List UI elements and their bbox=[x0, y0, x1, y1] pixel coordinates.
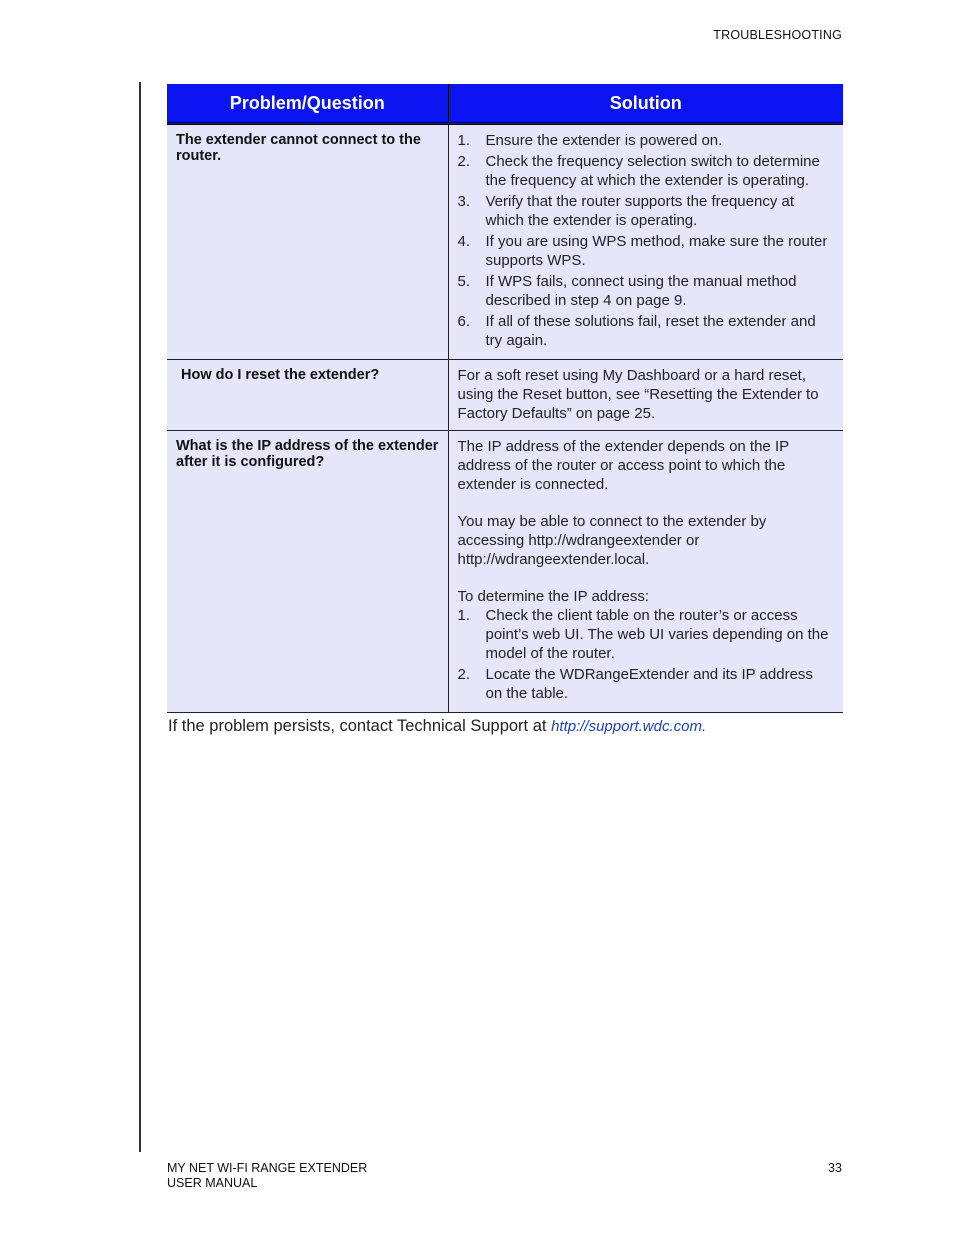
solution-paragraph: To determine the IP address: bbox=[457, 588, 649, 605]
step-number: 3. bbox=[457, 193, 471, 210]
list-item bbox=[458, 232, 832, 270]
troubleshooting-table bbox=[167, 84, 843, 713]
step-number: 1. bbox=[457, 607, 471, 624]
question-cell: How do I reset the extender? bbox=[167, 360, 448, 431]
table-row bbox=[167, 124, 843, 360]
header-solution: Solution bbox=[448, 84, 843, 124]
list-item bbox=[458, 312, 832, 350]
solution-steps bbox=[458, 606, 832, 703]
list-item bbox=[458, 131, 832, 150]
solution-paragraph: The IP address of the extender depends on the IP address of the router or access point to which the extender is connected. bbox=[457, 438, 789, 493]
footer-doc-type: USER MANUAL bbox=[167, 1176, 258, 1190]
step-number: 2. bbox=[457, 666, 471, 683]
footer-title bbox=[167, 1161, 367, 1191]
footer-product-name: MY NET WI-FI RANGE EXTENDER bbox=[167, 1161, 368, 1175]
step-text: Ensure the extender is powered on. bbox=[485, 132, 723, 149]
section-title: TROUBLESHOOTING bbox=[713, 28, 842, 42]
margin-rule bbox=[139, 82, 141, 1152]
step-text: If all of these solutions fail, reset the extender and try again. bbox=[485, 313, 816, 349]
step-number: 5. bbox=[457, 273, 471, 290]
list-item bbox=[458, 272, 832, 310]
solution-cell bbox=[448, 431, 843, 713]
solution-paragraph: You may be able to connect to the extender by accessing http://wdrangeextender or http://wdrangeextender.local. bbox=[457, 513, 767, 568]
step-number: 6. bbox=[457, 313, 471, 330]
support-note-text: If the problem persists, contact Technical Support at bbox=[168, 717, 552, 735]
page-number: 33 bbox=[828, 1161, 842, 1175]
step-text: Verify that the router supports the frequency at which the extender is operating. bbox=[485, 193, 795, 229]
support-link[interactable]: http://support.wdc.com. bbox=[551, 718, 707, 735]
header-problem-question: Problem/Question bbox=[167, 84, 448, 124]
step-number: 2. bbox=[457, 153, 471, 170]
table-row bbox=[167, 360, 843, 431]
solution-steps bbox=[458, 131, 832, 350]
solution-cell: For a soft reset using My Dashboard or a hard reset, using the Reset button, see “Resetting the Extender to Factory Defaults” on page 25. bbox=[448, 360, 843, 431]
step-text: If you are using WPS method, make sure the router supports WPS. bbox=[485, 233, 828, 269]
solution-cell bbox=[448, 124, 843, 360]
table-row bbox=[167, 431, 843, 713]
support-note bbox=[168, 717, 706, 736]
question-cell: What is the IP address of the extender after it is configured? bbox=[167, 431, 448, 713]
step-text: Check the client table on the router’s or access point’s web UI. The web UI varies depending on the model of the router. bbox=[485, 607, 829, 662]
step-text: If WPS fails, connect using the manual method described in step 4 on page 9. bbox=[485, 273, 797, 309]
list-item bbox=[458, 606, 832, 663]
table-header-row bbox=[167, 84, 843, 124]
question-cell: The extender cannot connect to the router. bbox=[167, 124, 448, 360]
step-number: 1. bbox=[457, 132, 471, 149]
step-text: Locate the WDRangeExtender and its IP address on the table. bbox=[485, 666, 813, 702]
step-number: 4. bbox=[457, 233, 471, 250]
step-text: Check the frequency selection switch to determine the frequency at which the extender is operating. bbox=[485, 153, 820, 189]
list-item bbox=[458, 192, 832, 230]
list-item bbox=[458, 152, 832, 190]
list-item bbox=[458, 665, 832, 703]
